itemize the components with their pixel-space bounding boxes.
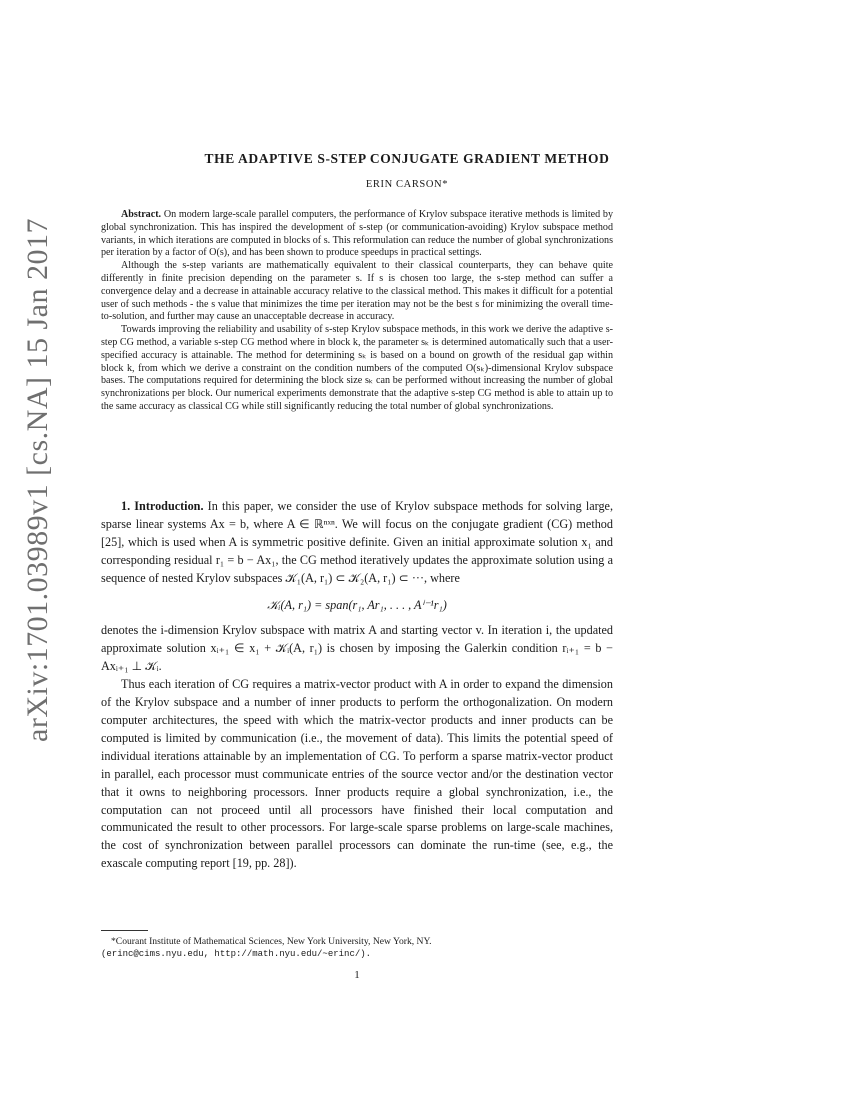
abstract-paragraph-1 [101, 209, 613, 260]
footnote-affiliation: *Courant Institute of Mathematical Sciences, New York University, New York, NY. [111, 936, 432, 947]
arxiv-stamp-text: arXiv:1701.03989v1 [cs.NA] 15 Jan 2017 [21, 218, 54, 742]
abstract-heading: Abstract. [121, 209, 162, 220]
abstract-paragraph-2: Although the s-step variants are mathematically equivalent to their classical counterparts, they can behave quite differently in finite precision depending on the parameter s. If s is chosen too large, the s-step method can suffer a convergence delay and a decrease in attainable accuracy relative to the classical method. This makes it difficult for a potential user of such methods - the s value that minimizes the time per iteration may not be the best s for minimizing the overall time-to-solution, and further may cause an unacceptable decrease in accuracy. [101, 260, 613, 323]
footnote-rule [101, 930, 148, 931]
introduction-section [101, 498, 613, 873]
author-name: ERIN CARSON* [365, 179, 449, 190]
footnote [101, 935, 613, 961]
section-heading: 1. Introduction. [121, 499, 204, 513]
paper-title: THE ADAPTIVE S-STEP CONJUGATE GRADIENT METHOD [204, 151, 610, 166]
intro-text: In this paper, we consider the use of Krylov subspace methods for solving large, sparse linear systems Ax = b, where A ∈ ℝⁿˣⁿ. We will focus on the conjugate gradient (CG) method [25], which is used when A is symmetric positive definite. Given an initial approximate solution x₁ and corresponding residual r₁ = b − Ax₁, the CG method iteratively updates the approximate solution using a sequence of nested Krylov subspaces 𝒦₁(A, r₁) ⊂ 𝒦₂(A, r₁) ⊂ ···, where [101, 499, 614, 585]
intro-paragraph-1 [101, 498, 613, 588]
arxiv-stamp [18, 218, 58, 742]
krylov-equation: 𝒦ᵢ(A, r₁) = span(r₁, Ar₁, . . . , Aⁱ⁻¹r₁) [267, 597, 447, 612]
page-number: 1 [354, 969, 360, 981]
abstract-text-1: On modern large-scale parallel computers, the performance of Krylov subspace iterative methods is limited by global synchronization. This has inspired the development of s-step (or communication-avoiding) Krylov subspace method variants, in which iterations are computed in blocks of s. This reformulation can reduce the number of global synchronizations per iteration by a factor of O(s), and has been shown to produce speedups in practical settings. [101, 209, 613, 259]
abstract-paragraph-3: Towards improving the reliability and usability of s-step Krylov subspace methods, in this work we derive the adaptive s-step CG method, a variable s-step CG method where in block k, the parameter sₖ is determined automatically such that a user-specified accuracy is attainable. The method for determining sₖ is based on a bound on growth of the residual gap within block k, from which we derive a constraint on the condition numbers of the computed O(sₖ)-dimensional Krylov subspace bases. The computations required for determining the block size sₖ can be performed without increasing the number of global synchronizations per block. Our numerical experiments demonstrate that the adaptive s-step CG method is able to attain up to the same accuracy as classical CG while still significantly reducing the total number of global synchronizations. [101, 324, 613, 412]
intro-paragraph-2: Thus each iteration of CG requires a matrix-vector product with A in order to expand the dimension of the Krylov subspace and a number of inner products to perform the orthogonalization. On modern computer architectures, the speed with which the matrix-vector products and inner products can be computed is limited by communication (i.e., the movement of data). This limits the potential speed of individual iterations attainable by an implementation of CG. To perform a sparse matrix-vector product in parallel, each processor must communicate entries of the source vector and/or the destination vector that it owns to neighboring processors. Inner products require a global synchronization, i.e., the computation can not proceed until all processors have finished their local computation and communicated the result to other processors. For large-scale sparse problems on large-scale machines, the cost of synchronization between parallel processors can dominate the run-time (see, e.g., the exascale computing report [19, pp. 28]). [101, 677, 613, 871]
footnote-contact: (erinc@cims.nyu.edu, http://math.nyu.edu/~erinc/). [101, 949, 372, 959]
after-equation-text: denotes the i-dimension Krylov subspace with matrix A and starting vector v. In iteration i, the updated approximate solution xᵢ₊₁ ∈ x₁ + 𝒦ᵢ(A, r₁) is chosen by imposing the Galerkin condition rᵢ₊₁ = b − Axᵢ₊₁ ⊥ 𝒦ᵢ. [101, 623, 613, 674]
abstract [101, 209, 613, 414]
